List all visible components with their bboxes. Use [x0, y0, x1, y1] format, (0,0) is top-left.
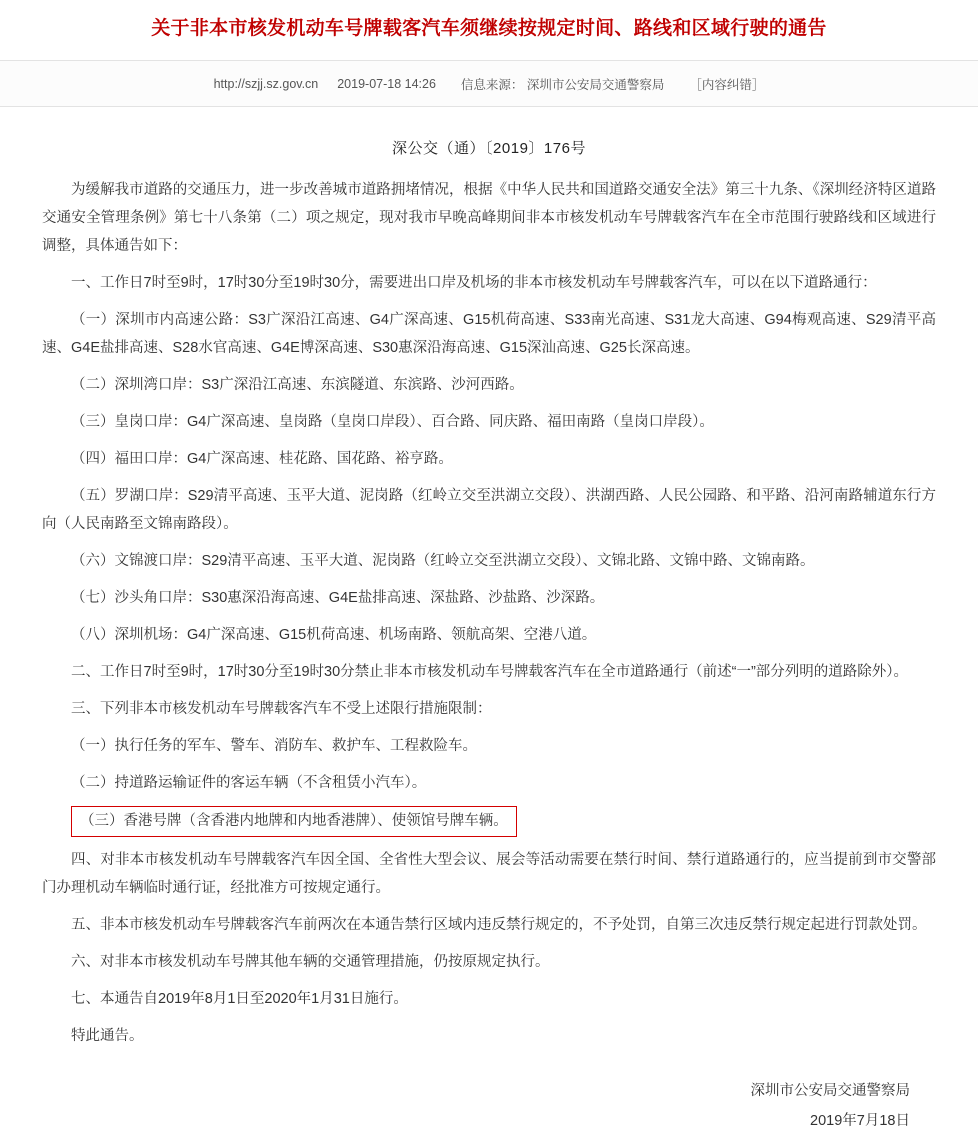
paragraph-item-3-1: （一）执行任务的军车、警车、消防车、救护车、工程救险车。	[71, 738, 477, 754]
document-number: 深公交（通）〔2019〕176号	[392, 140, 586, 157]
source-url: http://szjj.sz.gov.cn	[213, 77, 319, 91]
paragraph-section-7: 七、本通告自2019年8月1日至2020年1月31日施行。	[71, 991, 408, 1007]
content-correction-link[interactable]: ［内容纠错］	[689, 78, 765, 92]
paragraph-item-1-5: （五）罗湖口岸：S29清平高速、玉平大道、泥岗路（红岭立交至洪湖立交段）、洪湖西路、人民公园路、和平路、沿河南路辅道东行方向（人民南路至文锦南路段）。	[42, 488, 936, 532]
signature-organization: 深圳市公安局交通警察局	[750, 1083, 910, 1099]
meta-bar	[0, 60, 978, 107]
paragraph-section-6: 六、对非本市核发机动车号牌其他车辆的交通管理措施，仍按原规定执行。	[71, 954, 550, 970]
paragraph-item-1-1: （一）深圳市内高速公路：S3广深沿江高速、G4广深高速、G15机荷高速、S33南光高速、S31龙大高速、G94梅观高速、S29清平高速、G4E盐排高速、S28水官高速、G4E博深高速、S30惠深沿海高速、G15深汕高速、G25长深高速。	[42, 312, 936, 356]
publish-datetime: 2019-07-18 14:26	[337, 77, 436, 91]
paragraph-item-1-4: （四）福田口岸：G4广深高速、桂花路、国花路、裕亨路。	[71, 451, 453, 467]
highlighted-clause: （三）香港号牌（含香港内地牌和内地香港牌）、使领馆号牌车辆。	[71, 806, 517, 837]
paragraph-closing: 特此通告。	[71, 1028, 144, 1044]
signature-date: 2019年7月18日	[810, 1113, 910, 1129]
title-bar	[0, 0, 978, 60]
source-value: 深圳市公安局交通警察局	[526, 78, 665, 92]
paragraph-item-3-3-wrapper	[42, 806, 936, 837]
source-label: 信息来源：	[460, 78, 524, 92]
paragraph-item-3-2: （二）持道路运输证件的客运车辆（不含租赁小汽车）。	[71, 775, 427, 791]
paragraph-item-1-7: （七）沙头角口岸：S30惠深沿海高速、G4E盐排高速、深盐路、沙盐路、沙深路。	[71, 590, 605, 606]
document-content	[0, 107, 978, 1146]
paragraph-item-1-8: （八）深圳机场：G4广深高速、G15机荷高速、机场南路、领航高架、空港八道。	[71, 627, 597, 643]
paragraph-section-1: 一、工作日7时至9时，17时30分至19时30分，需要进出口岸及机场的非本市核发机动车号牌载客汽车，可以在以下道路通行：	[71, 275, 877, 291]
paragraph-section-2: 二、工作日7时至9时，17时30分至19时30分禁止非本市核发机动车号牌载客汽车在全市道路通行（前述“一”部分列明的道路除外）。	[71, 664, 909, 680]
paragraph-section-3: 三、下列非本市核发机动车号牌载客汽车不受上述限行措施限制：	[71, 701, 492, 717]
paragraph-intro: 为缓解我市道路的交通压力，进一步改善城市道路拥堵情况，根据《中华人民共和国道路交通安全法》第三十九条、《深圳经济特区道路交通安全管理条例》第七十八条第（二）项之规定，现对我市早晚高峰期间非本市核发机动车号牌载客汽车在全市范围行驶路线和区域进行调整，具体通告如下：	[42, 182, 936, 254]
paragraph-item-1-3: （三）皇岗口岸：G4广深高速、皇岗路（皇岗口岸段）、百合路、同庆路、福田南路（皇岗口岸段）。	[71, 414, 714, 430]
signature-block	[42, 1076, 936, 1136]
paragraph-item-1-2: （二）深圳湾口岸：S3广深沿江高速、东滨隧道、东滨路、沙河西路。	[71, 377, 524, 393]
paragraph-section-4: 四、对非本市核发机动车号牌载客汽车因全国、全省性大型会议、展会等活动需要在禁行时间、禁行道路通行的，应当提前到市交警部门办理机动车辆临时通行证，经批准方可按规定通行。	[42, 852, 936, 896]
page-title: 关于非本市核发机动车号牌载客汽车须继续按规定时间、路线和区域行驶的通告	[151, 18, 827, 39]
paragraph-item-1-6: （六）文锦渡口岸：S29清平高速、玉平大道、泥岗路（红岭立交至洪湖立交段）、文锦北路、文锦中路、文锦南路。	[71, 553, 815, 569]
paragraph-section-5: 五、非本市核发机动车号牌载客汽车前两次在本通告禁行区域内违反禁行规定的，不予处罚，自第三次违反禁行规定起进行罚款处罚。	[71, 917, 927, 933]
